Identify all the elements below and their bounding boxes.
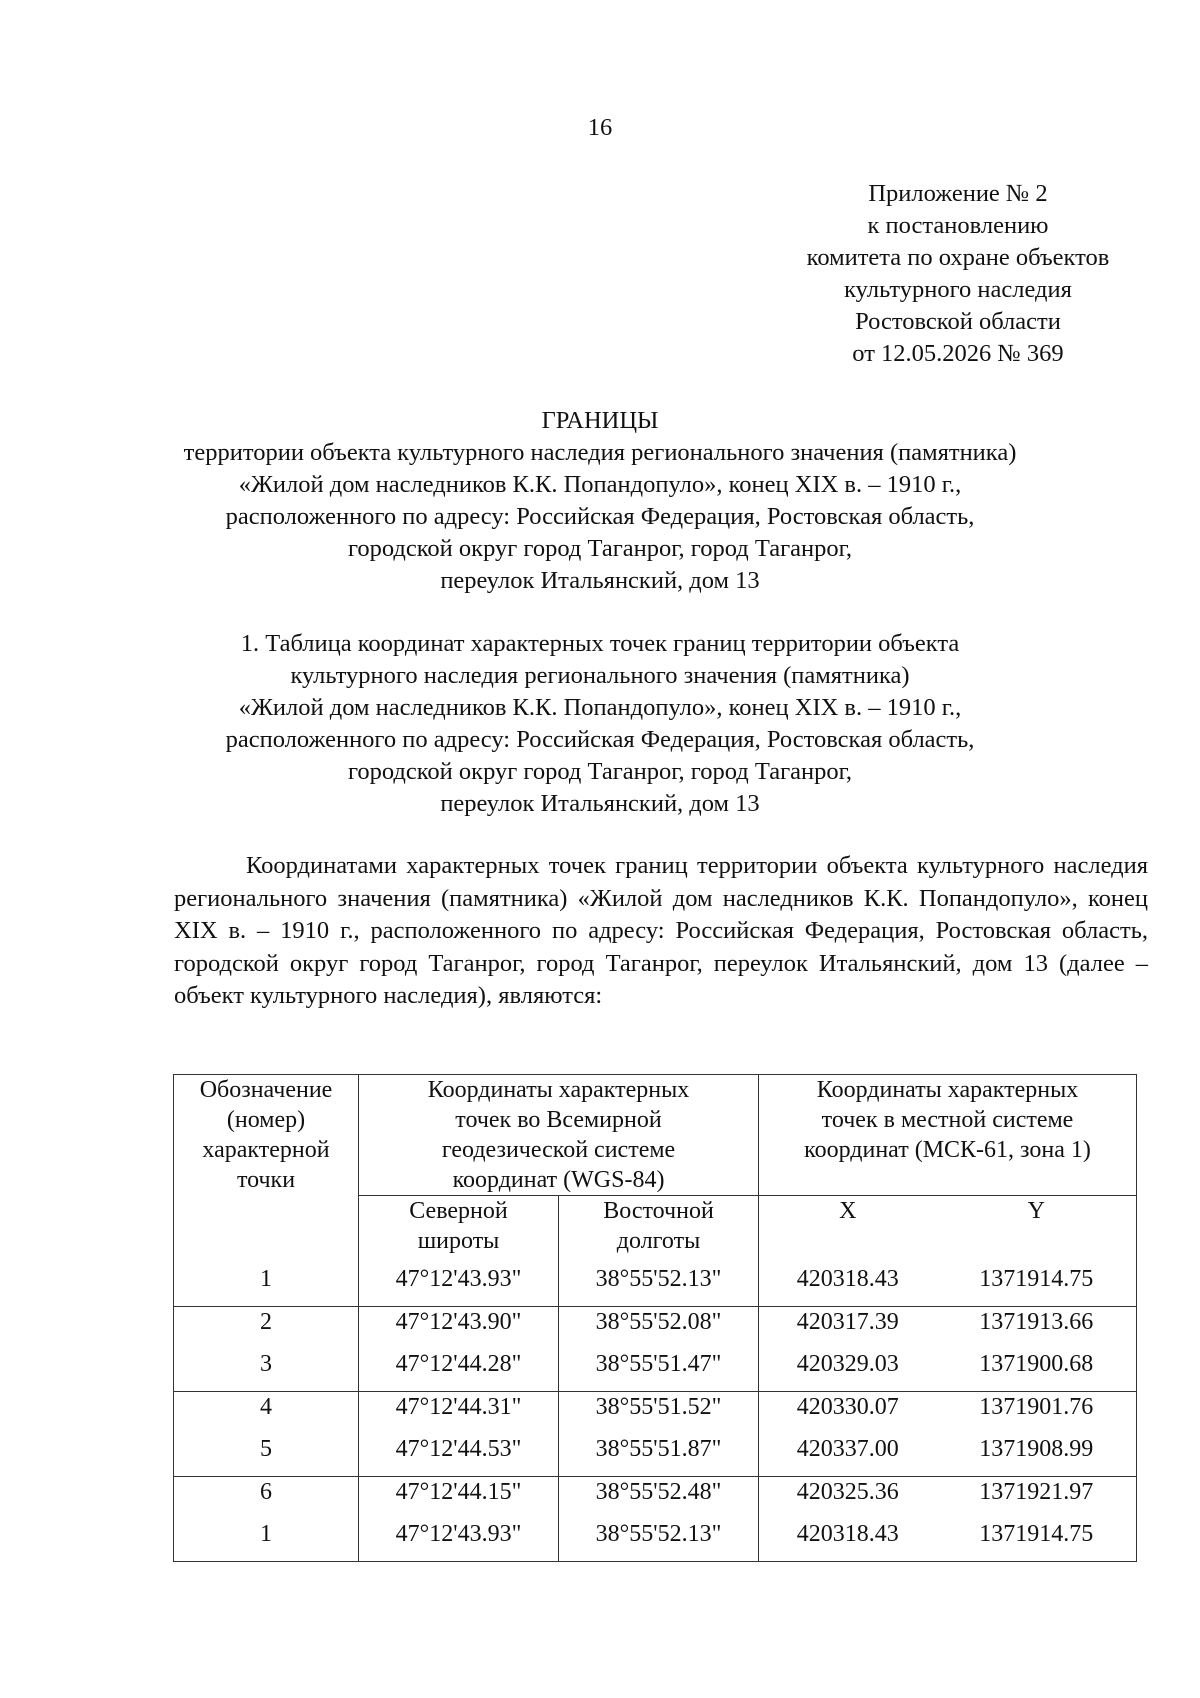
header-point: Обозначение (номер) характерной точки [174, 1075, 359, 1265]
cell-y: 1371900.68 [979, 1351, 1094, 1377]
heading-line: территории объекта культурного наследия регионального значения (памятника) [183, 439, 1017, 466]
page-number: 16 [587, 114, 613, 141]
table-title-line: 1. Таблица координат характерных точек границ территории объекта [240, 630, 960, 657]
table-title-line: культурного наследия регионального значения (памятника) [290, 662, 910, 689]
heading-line: городской округ город Таганрог, город Таганрог, [347, 535, 853, 562]
table-title-line: городской округ город Таганрог, город Таганрог, [347, 758, 853, 785]
heading-line: «Жилой дом наследников К.К. Попандопуло», конец XIX в. – 1910 г., [238, 471, 962, 498]
header-longitude: Восточной долготы [559, 1196, 759, 1265]
table-row [174, 1477, 1137, 1520]
table-row [174, 1434, 1137, 1477]
document-title: ГРАНИЦЫ [541, 407, 659, 434]
header-msk61: Координаты характерных точек в местной системе координат (МСК-61, зона 1) [759, 1075, 1137, 1196]
cell-longitude: 38°55'51.47" [559, 1349, 759, 1392]
header-x: X [839, 1198, 857, 1224]
cell-x: 420318.43 [796, 1266, 899, 1292]
cell-x: 420330.07 [759, 1392, 937, 1435]
cell-x: 420337.00 [796, 1436, 899, 1462]
table-row [174, 1307, 1137, 1350]
coordinates-table [173, 1074, 1137, 1562]
cell-longitude: 38°55'52.13" [559, 1519, 759, 1562]
cell-longitude: 38°55'51.87" [559, 1434, 759, 1477]
appendix-line: от 12.05.2026 № 369 [852, 340, 1064, 367]
cell-latitude: 47°12'43.93" [359, 1264, 559, 1307]
cell-y: 1371914.75 [937, 1519, 1137, 1562]
cell-longitude: 38°55'51.52" [559, 1392, 759, 1435]
cell-point: 2 [174, 1307, 359, 1350]
cell-point: 1 [174, 1519, 359, 1562]
appendix-line: комитета по охране объектов [806, 244, 1110, 271]
cell-point: 5 [174, 1434, 359, 1477]
header-latitude: Северной широты [359, 1196, 559, 1265]
cell-latitude: 47°12'44.28" [359, 1349, 559, 1392]
cell-latitude: 47°12'44.53" [359, 1434, 559, 1477]
table-row [174, 1392, 1137, 1435]
cell-latitude: 47°12'43.93" [359, 1519, 559, 1562]
cell-x: 420325.36 [759, 1477, 937, 1520]
heading-line: переулок Итальянский, дом 13 [440, 567, 760, 594]
table-row [174, 1264, 1137, 1307]
body-paragraph: Координатами характерных точек границ территории объекта культурного наследия регионального значения (памятника) «Жилой дом наследников К.К. Попандопуло», конец XIX в. – 1910 г., расположенного по адресу: Российская Федерация, Ростовская область, городской округ город Таганрог, город Таганрог, переулок Итальянский, дом 13 (далее – объект культурного наследия), являются: [174, 852, 1148, 1009]
cell-y: 1371914.75 [979, 1266, 1094, 1292]
document-heading [140, 405, 1060, 597]
table-title-line: «Жилой дом наследников К.К. Попандопуло», конец XIX в. – 1910 г., [238, 694, 962, 721]
cell-x: 420317.39 [759, 1307, 937, 1350]
cell-longitude: 38°55'52.08" [559, 1307, 759, 1350]
appendix-line: Приложение № 2 [868, 180, 1048, 207]
appendix-block [728, 178, 1188, 370]
cell-point: 3 [174, 1349, 359, 1392]
cell-longitude: 38°55'52.13" [559, 1264, 759, 1307]
appendix-line: культурного наследия [844, 276, 1072, 303]
table-row [174, 1349, 1137, 1392]
appendix-line: к постановлению [867, 212, 1049, 239]
cell-x: 420318.43 [759, 1519, 937, 1562]
cell-y: 1371908.99 [979, 1436, 1094, 1462]
cell-point: 1 [174, 1264, 359, 1307]
heading-line: расположенного по адресу: Российская Федерация, Ростовская область, [225, 503, 975, 530]
header-y: Y [1027, 1198, 1045, 1224]
table-title-line: расположенного по адресу: Российская Федерация, Ростовская область, [225, 726, 975, 753]
cell-longitude: 38°55'52.48" [559, 1477, 759, 1520]
cell-x: 420329.03 [796, 1351, 899, 1377]
appendix-line: Ростовской области [855, 308, 1061, 335]
table-row [174, 1519, 1137, 1562]
cell-latitude: 47°12'43.90" [359, 1307, 559, 1350]
cell-y: 1371921.97 [937, 1477, 1137, 1520]
cell-latitude: 47°12'44.15" [359, 1477, 559, 1520]
header-wgs84: Координаты характерных точек во Всемирной геодезической системе координат (WGS-84) [359, 1075, 759, 1196]
cell-y: 1371913.66 [937, 1307, 1137, 1350]
cell-y: 1371901.76 [937, 1392, 1137, 1435]
cell-latitude: 47°12'44.31" [359, 1392, 559, 1435]
table-title [140, 628, 1060, 820]
table-title-line: переулок Итальянский, дом 13 [440, 790, 760, 817]
cell-point: 4 [174, 1392, 359, 1435]
cell-point: 6 [174, 1477, 359, 1520]
